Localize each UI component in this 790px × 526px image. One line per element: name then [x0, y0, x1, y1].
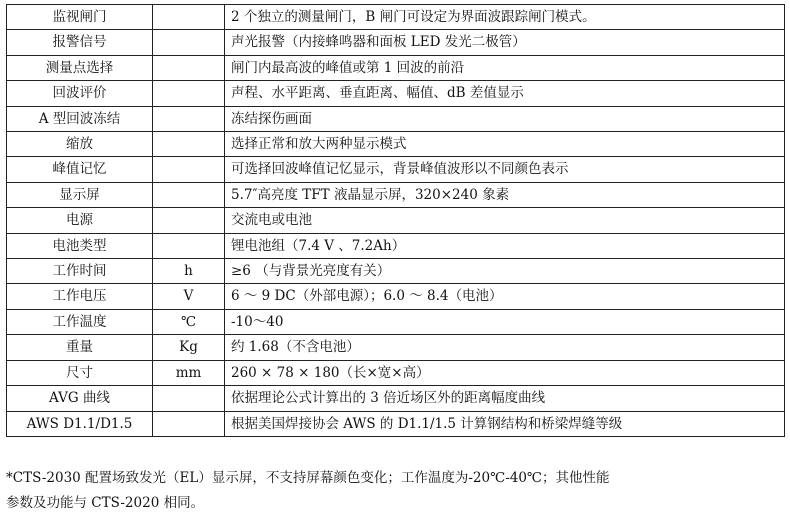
- table-row: [7, 259, 785, 284]
- param-unit-cell: V: [153, 284, 225, 309]
- param-unit-cell: [153, 81, 225, 106]
- param-desc-cell: 可选择回波峰值记忆显示，背景峰值波形以不同颜色表示: [225, 157, 785, 182]
- spec-table: [6, 4, 785, 437]
- param-desc-cell: 选择正常和放大两种显示模式: [225, 132, 785, 157]
- param-desc-cell: 260 × 78 × 180（长×宽×高）: [225, 360, 785, 385]
- param-desc-cell: -10～40: [225, 309, 785, 334]
- table-row: [7, 182, 785, 207]
- table-row: [7, 233, 785, 258]
- table-row: [7, 309, 785, 334]
- param-unit-cell: [153, 106, 225, 131]
- table-row: [7, 132, 785, 157]
- param-name-cell: 工作温度: [7, 309, 153, 334]
- table-row: [7, 81, 785, 106]
- param-desc-cell: 交流电或电池: [225, 208, 785, 233]
- table-row: [7, 411, 785, 436]
- table-row: [7, 157, 785, 182]
- param-name-cell: 尺寸: [7, 360, 153, 385]
- footnote-line-2: 参数及功能与 CTS-2020 相同。: [6, 495, 205, 511]
- table-row: [7, 106, 785, 131]
- param-name-cell: 显示屏: [7, 182, 153, 207]
- table-row: [7, 5, 785, 30]
- param-desc-cell: 5.7″高亮度 TFT 液晶显示屏，320×240 象素: [225, 182, 785, 207]
- param-name-cell: 重量: [7, 335, 153, 360]
- param-desc-cell: 约 1.68（不含电池）: [225, 335, 785, 360]
- param-name-cell: 电源: [7, 208, 153, 233]
- param-unit-cell: [153, 5, 225, 30]
- param-unit-cell: ℃: [153, 309, 225, 334]
- param-desc-cell: 6 ～ 9 DC（外部电源）；6.0 ～ 8.4（电池）: [225, 284, 785, 309]
- param-unit-cell: [153, 411, 225, 436]
- param-unit-cell: h: [153, 259, 225, 284]
- param-unit-cell: [153, 386, 225, 411]
- param-name-cell: A 型回波冻结: [7, 106, 153, 131]
- table-row: [7, 360, 785, 385]
- table-row: [7, 55, 785, 80]
- param-desc-cell: 锂电池组（7.4 V 、7.2Ah）: [225, 233, 785, 258]
- table-row: [7, 284, 785, 309]
- param-name-cell: 监视闸门: [7, 5, 153, 30]
- param-desc-cell: 声程、水平距离、垂直距离、幅值、dB 差值显示: [225, 81, 785, 106]
- param-name-cell: AWS D1.1/D1.5: [7, 411, 153, 436]
- param-name-cell: 工作时间: [7, 259, 153, 284]
- param-unit-cell: Kg: [153, 335, 225, 360]
- param-name-cell: 电池类型: [7, 233, 153, 258]
- footnote-line-1: *CTS-2030 配置场致发光（EL）显示屏，不支持屏幕颜色变化；工作温度为-20℃-40℃；其他性能: [6, 470, 610, 486]
- param-unit-cell: [153, 182, 225, 207]
- param-name-cell: 工作电压: [7, 284, 153, 309]
- param-name-cell: 测量点选择: [7, 55, 153, 80]
- param-desc-cell: 闸门内最高波的峰值或第 1 回波的前沿: [225, 55, 785, 80]
- spec-table-body: [7, 5, 785, 437]
- param-name-cell: 峰值记忆: [7, 157, 153, 182]
- param-unit-cell: [153, 55, 225, 80]
- param-name-cell: AVG 曲线: [7, 386, 153, 411]
- param-desc-cell: ≥6 （与背景光亮度有关）: [225, 259, 785, 284]
- param-desc-cell: 依据理论公式计算出的 3 倍近场区外的距离幅度曲线: [225, 386, 785, 411]
- param-unit-cell: [153, 233, 225, 258]
- table-row: [7, 386, 785, 411]
- param-name-cell: 回波评价: [7, 81, 153, 106]
- param-desc-cell: 2 个独立的测量闸门，B 闸门可设定为界面波跟踪闸门模式。: [225, 5, 785, 30]
- param-desc-cell: 声光报警（内接蜂鸣器和面板 LED 发光二极管）: [225, 30, 785, 55]
- param-unit-cell: [153, 157, 225, 182]
- param-desc-cell: 冻结探伤画面: [225, 106, 785, 131]
- table-row: [7, 335, 785, 360]
- table-row: [7, 208, 785, 233]
- param-unit-cell: [153, 30, 225, 55]
- param-unit-cell: mm: [153, 360, 225, 385]
- param-unit-cell: [153, 132, 225, 157]
- param-name-cell: 缩放: [7, 132, 153, 157]
- param-unit-cell: [153, 208, 225, 233]
- param-name-cell: 报警信号: [7, 30, 153, 55]
- footnote: [6, 466, 784, 516]
- table-row: [7, 30, 785, 55]
- param-desc-cell: 根据美国焊接协会 AWS 的 D1.1/1.5 计算钢结构和桥梁焊缝等级: [225, 411, 785, 436]
